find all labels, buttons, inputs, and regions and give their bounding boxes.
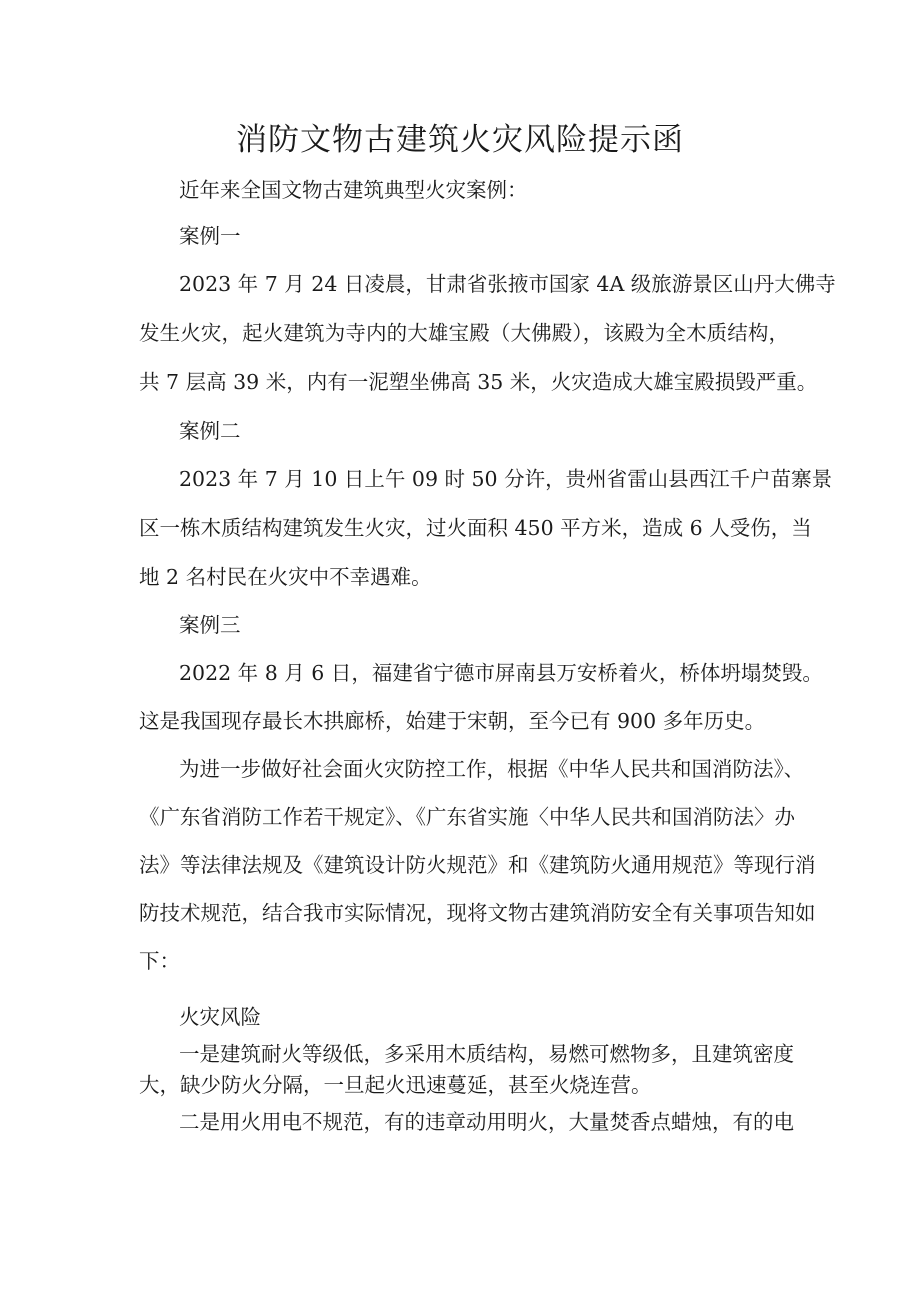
case3-line-2: 这是我国现存最长木拱廊桥，始建于宋朝，至今已有 900 多年历史。 <box>139 709 766 733</box>
case3-line-1: 2022 年 8 月 6 日，福建省宁德市屏南县万安桥着火，桥体坍塌焚毁。 <box>179 661 823 685</box>
risk-item2-line-1: 二是用火用电不规范，有的违章动用明火，大量焚香点蜡烛，有的电 <box>179 1110 794 1134</box>
case1-line-3: 共 7 层高 39 米，内有一泥塑坐佛高 35 米，火灾造成大雄宝殿损毁严重。 <box>139 370 818 394</box>
risk-item1-line-1: 一是建筑耐火等级低，多采用木质结构，易燃可燃物多，且建筑密度 <box>179 1042 794 1066</box>
document-title: 消防文物古建筑火灾风险提示函 <box>236 122 684 158</box>
preamble-line-2: 《广东省消防工作若干规定》、《广东省实施〈中华人民共和国消防法〉办 <box>139 805 795 829</box>
risk-item1-line-2: 大，缺少防火分隔，一旦起火迅速蔓延，甚至火烧连营。 <box>139 1073 652 1097</box>
risk-heading: 火灾风险 <box>179 1005 261 1029</box>
case2-heading: 案例二 <box>179 419 241 443</box>
preamble-line-1: 为进一步做好社会面火灾防控工作，根据《中华人民共和国消防法》、 <box>179 757 805 781</box>
case2-line-3: 地 2 名村民在火灾中不幸遇难。 <box>139 565 432 589</box>
case2-line-1: 2023 年 7 月 10 日上午 09 时 50 分许，贵州省雷山县西江千户苗寨景 <box>179 467 833 491</box>
case3-heading: 案例三 <box>179 613 241 637</box>
case1-line-2: 发生火灾，起火建筑为寺内的大雄宝殿（大佛殿），该殿为全木质结构， <box>139 321 789 345</box>
intro-text: 近年来全国文物古建筑典型火灾案例： <box>179 178 528 202</box>
case1-heading: 案例一 <box>179 224 241 248</box>
preamble-line-5: 下： <box>139 949 180 973</box>
case1-line-1: 2023 年 7 月 24 日凌晨，甘肃省张掖市国家 4A 级旅游景区山丹大佛寺 <box>179 272 836 296</box>
preamble-line-3: 法》等法律法规及《建筑设计防火规范》和《建筑防火通用规范》等现行消 <box>139 853 816 877</box>
preamble-line-4: 防技术规范，结合我市实际情况，现将文物古建筑消防安全有关事项告知如 <box>139 901 816 925</box>
case2-line-2: 区一栋木质结构建筑发生火灾，过火面积 450 平方米，造成 6 人受伤，当 <box>139 516 812 540</box>
